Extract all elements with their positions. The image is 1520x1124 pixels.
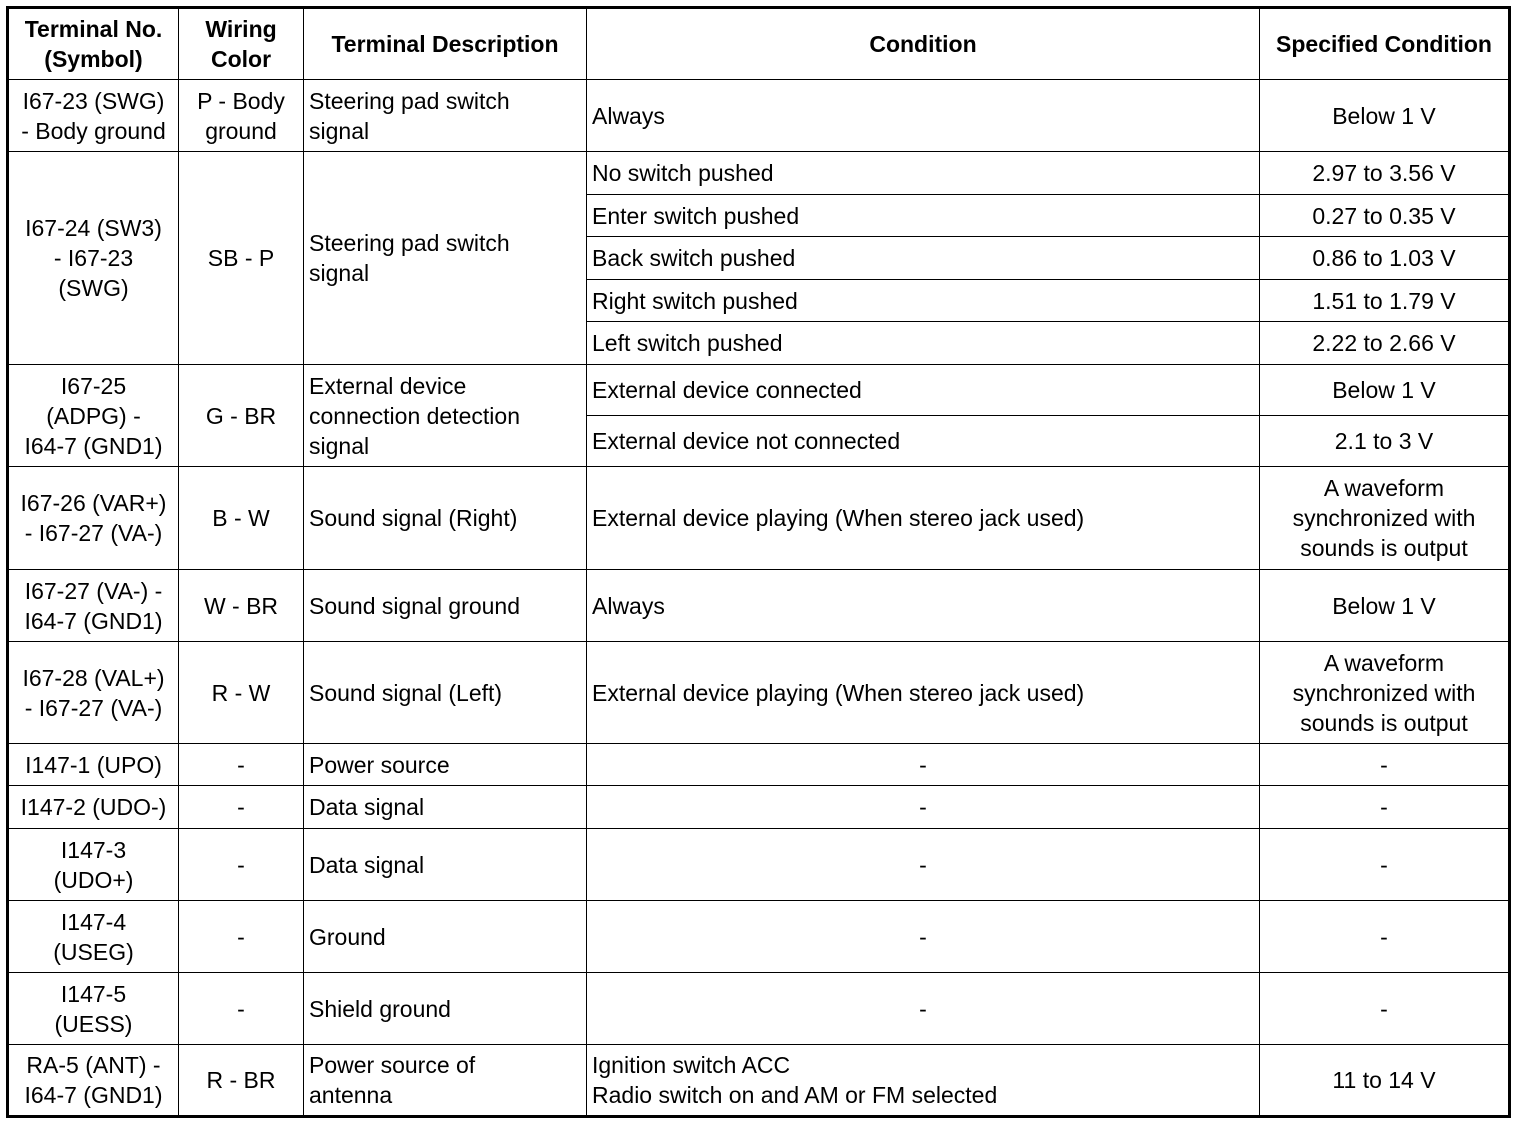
specified-cell: 2.1 to 3 V bbox=[1260, 416, 1510, 467]
terminal-cell: I67-25 (ADPG) - I64-7 (GND1) bbox=[8, 365, 179, 467]
terminal-cell: I147-3 (UDO+) bbox=[8, 829, 179, 901]
condition-cell: Always bbox=[587, 80, 1260, 152]
terminal-cell: I67-26 (VAR+) - I67-27 (VA-) bbox=[8, 467, 179, 570]
condition-cell: Enter switch pushed bbox=[587, 195, 1260, 237]
condition-cell: Ignition switch ACC Radio switch on and AM or FM selected bbox=[587, 1045, 1260, 1117]
table-row bbox=[8, 80, 1510, 152]
specified-cell: 2.22 to 2.66 V bbox=[1260, 322, 1510, 365]
condition-cell: Always bbox=[587, 570, 1260, 642]
terminal-cell: I67-27 (VA-) - I64-7 (GND1) bbox=[8, 570, 179, 642]
table-row bbox=[8, 467, 1510, 570]
terminal-spec-table bbox=[6, 6, 1511, 1118]
table-row bbox=[8, 152, 1510, 195]
table-row bbox=[8, 786, 1510, 829]
table-row bbox=[8, 829, 1510, 901]
condition-cell: - bbox=[587, 901, 1260, 973]
specified-cell: A waveform synchronized with sounds is output bbox=[1260, 467, 1510, 570]
description-cell: Steering pad switch signal bbox=[304, 152, 587, 365]
specified-cell: Below 1 V bbox=[1260, 80, 1510, 152]
wiring-cell: B - W bbox=[179, 467, 304, 570]
header-row bbox=[8, 8, 1510, 80]
terminal-cell: I67-23 (SWG) - Body ground bbox=[8, 80, 179, 152]
wiring-cell: - bbox=[179, 786, 304, 829]
terminal-cell: I147-2 (UDO-) bbox=[8, 786, 179, 829]
specified-cell: Below 1 V bbox=[1260, 365, 1510, 416]
condition-cell: External device not connected bbox=[587, 416, 1260, 467]
table-row bbox=[8, 973, 1510, 1045]
condition-cell: Right switch pushed bbox=[587, 280, 1260, 322]
condition-cell: - bbox=[587, 973, 1260, 1045]
description-cell: External device connection detection signal bbox=[304, 365, 587, 467]
description-cell: Data signal bbox=[304, 829, 587, 901]
wiring-cell: SB - P bbox=[179, 152, 304, 365]
header-condition: Condition bbox=[587, 8, 1260, 80]
condition-cell: - bbox=[587, 786, 1260, 829]
condition-cell: External device connected bbox=[587, 365, 1260, 416]
wiring-cell: R - BR bbox=[179, 1045, 304, 1117]
header-terminal: Terminal No. (Symbol) bbox=[8, 8, 179, 80]
specified-cell: - bbox=[1260, 786, 1510, 829]
description-cell: Sound signal ground bbox=[304, 570, 587, 642]
table-row bbox=[8, 642, 1510, 744]
specified-cell: - bbox=[1260, 973, 1510, 1045]
specified-cell: 0.27 to 0.35 V bbox=[1260, 195, 1510, 237]
header-description: Terminal Description bbox=[304, 8, 587, 80]
description-cell: Sound signal (Left) bbox=[304, 642, 587, 744]
specified-cell: Below 1 V bbox=[1260, 570, 1510, 642]
terminal-cell: I67-28 (VAL+) - I67-27 (VA-) bbox=[8, 642, 179, 744]
condition-cell: - bbox=[587, 829, 1260, 901]
wiring-cell: G - BR bbox=[179, 365, 304, 467]
terminal-cell: I147-4 (USEG) bbox=[8, 901, 179, 973]
table-row bbox=[8, 744, 1510, 786]
specified-cell: - bbox=[1260, 744, 1510, 786]
wiring-cell: - bbox=[179, 829, 304, 901]
table-row bbox=[8, 901, 1510, 973]
terminal-cell: I147-1 (UPO) bbox=[8, 744, 179, 786]
condition-cell: External device playing (When stereo jack used) bbox=[587, 467, 1260, 570]
wiring-cell: P - Body ground bbox=[179, 80, 304, 152]
condition-cell: Back switch pushed bbox=[587, 237, 1260, 280]
wiring-cell: W - BR bbox=[179, 570, 304, 642]
specified-cell: - bbox=[1260, 901, 1510, 973]
terminal-cell: I147-5 (UESS) bbox=[8, 973, 179, 1045]
specified-cell: 1.51 to 1.79 V bbox=[1260, 280, 1510, 322]
specified-cell: 2.97 to 3.56 V bbox=[1260, 152, 1510, 195]
description-cell: Sound signal (Right) bbox=[304, 467, 587, 570]
description-cell: Ground bbox=[304, 901, 587, 973]
specified-cell: 0.86 to 1.03 V bbox=[1260, 237, 1510, 280]
specified-cell: 11 to 14 V bbox=[1260, 1045, 1510, 1117]
wiring-cell: - bbox=[179, 744, 304, 786]
header-wiring: Wiring Color bbox=[179, 8, 304, 80]
specified-cell: - bbox=[1260, 829, 1510, 901]
table-row bbox=[8, 570, 1510, 642]
table-row bbox=[8, 1045, 1510, 1117]
description-cell: Power source bbox=[304, 744, 587, 786]
specified-cell: A waveform synchronized with sounds is output bbox=[1260, 642, 1510, 744]
condition-cell: Left switch pushed bbox=[587, 322, 1260, 365]
wiring-cell: - bbox=[179, 901, 304, 973]
terminal-cell: RA-5 (ANT) - I64-7 (GND1) bbox=[8, 1045, 179, 1117]
description-cell: Power source of antenna bbox=[304, 1045, 587, 1117]
wiring-cell: R - W bbox=[179, 642, 304, 744]
table-row bbox=[8, 365, 1510, 416]
wiring-cell: - bbox=[179, 973, 304, 1045]
condition-cell: External device playing (When stereo jack used) bbox=[587, 642, 1260, 744]
terminal-cell: I67-24 (SW3) - I67-23 (SWG) bbox=[8, 152, 179, 365]
header-specified: Specified Condition bbox=[1260, 8, 1510, 80]
description-cell: Shield ground bbox=[304, 973, 587, 1045]
description-cell: Steering pad switch signal bbox=[304, 80, 587, 152]
condition-cell: - bbox=[587, 744, 1260, 786]
description-cell: Data signal bbox=[304, 786, 587, 829]
condition-cell: No switch pushed bbox=[587, 152, 1260, 195]
